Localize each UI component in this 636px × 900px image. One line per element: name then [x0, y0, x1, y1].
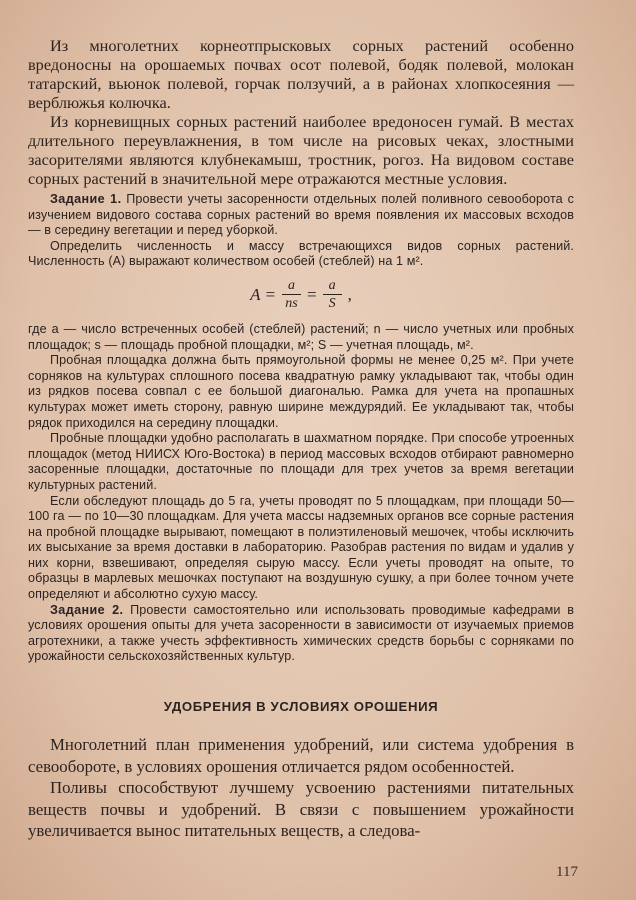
task-1	[28, 192, 574, 239]
task-1-label: Задание 1.	[50, 192, 122, 206]
small-paragraph-area: Если обследуют площадь до 5 га, учеты проводят по 5 площадкам, при площади 50—100 га — по 10—30 площадкам. Для учета массы надземных органов все сорные растения на пробной площадке вырывают, помещают в полиэтиленовый мешочек, чтобы исключить их высыхание за время доставки в лабораторию. Разобрав растения по видам и удалив у них корни, взвешивают, определяя сырую массу. Если учеты проводят на опыте, то образцы в марлевых мешочках поступают на воздушную сушку, а при более точном учете определяют и абсолютно сухую массу.	[28, 493, 574, 602]
formula-num-2: a	[323, 278, 342, 295]
density-formula	[28, 278, 574, 316]
page-number: 117	[556, 864, 578, 880]
formula-tail: ,	[347, 284, 352, 304]
task-2-text: Провести самостоятельно или использовать проводимые кафедрами в условиях орошения опыты для учета засоренности в зависимости от изучаемых приемов агротехники, а также учесть эффективность химических средств борьбы с сорняками по урожайности сельскохозяйственных культур.	[28, 602, 574, 664]
body-paragraph-1: Из многолетних корнеотпрысковых сорных растений особенно вредоносны на орошаемых почвах осот полевой, бодяк полевой, молокан татарский, вьюнок полевой, горчак ползучий, а в районах хлопкосеяния — верблюжья колючка.	[28, 36, 574, 112]
body-paragraph-4: Поливы способствуют лучшему усвоению растениями питательных веществ почвы и удобрений. В связи с повышением урожайности увеличивается вынос питательных веществ, а следова-	[28, 778, 574, 841]
task-1-text: Провести учеты засоренности отдельных полей поливного севооборота с изучением видового состава сорных растений во время появления их массовых всходов — в середину вегетации и перед уборкой.	[28, 192, 574, 238]
task-2	[28, 603, 574, 665]
small-paragraph-plot: Пробная площадка должна быть прямоугольной формы не менее 0,25 м². При учете сорняков на культурах сплошного посева квадратную рамку укладывают так, чтобы один из рядков посева совпал с ее большой диагональю. Рамка для учета на пропашных культурах может иметь сторону, равную ширине междурядий. Ее укладывают так, чтобы рядок приходился на середину площадки.	[28, 353, 574, 430]
section-heading: УДОБРЕНИЯ В УСЛОВИЯХ ОРОШЕНИЯ	[163, 699, 439, 715]
formula-den-1: ns	[285, 295, 298, 311]
formula-lhs: A =	[250, 284, 276, 304]
small-paragraph-layout: Пробные площадки удобно располагать в шахматном порядке. При способе утроенных площадок (метод НИИСХ Юго-Востока) в период массовых всходов отбирают равномерно засоренные площадки, достаточные по площади для трех учетов за время вегетации культурных растений.	[28, 431, 574, 492]
formula-den-2: S	[328, 295, 336, 311]
body-paragraph-3: Многолетний план применения удобрений, или система удобрения в севообороте, в условиях орошения отличается рядом особенностей.	[28, 735, 574, 776]
formula-fraction-1	[282, 278, 301, 312]
formula-fraction-2	[323, 278, 342, 312]
small-intro: Определить численность и массу встречающихся видов сорных растений. Численность (A) выражают количеством особей (стеблей) на 1 м².	[28, 238, 574, 269]
task-2-label: Задание 2.	[50, 602, 124, 617]
formula-num-1: a	[282, 278, 301, 295]
formula-legend: где a — число встреченных особей (стеблей) растений; n — число учетных или пробных площадок; s — площадь пробной площадки, м²; S — учетная площадь, м².	[28, 321, 574, 352]
formula-equals: =	[306, 284, 317, 304]
page-content	[28, 36, 574, 842]
body-paragraph-2: Из корневищных сорных растений наиболее вредоносен гумай. В местах длительного переувлажнения, в том числе на рисовых чеках, злостными засорителями являются клубнекамыш, тростник, рогоз. На видовом составе сорных растений в значительной мере отражаются местные условия.	[28, 112, 574, 188]
